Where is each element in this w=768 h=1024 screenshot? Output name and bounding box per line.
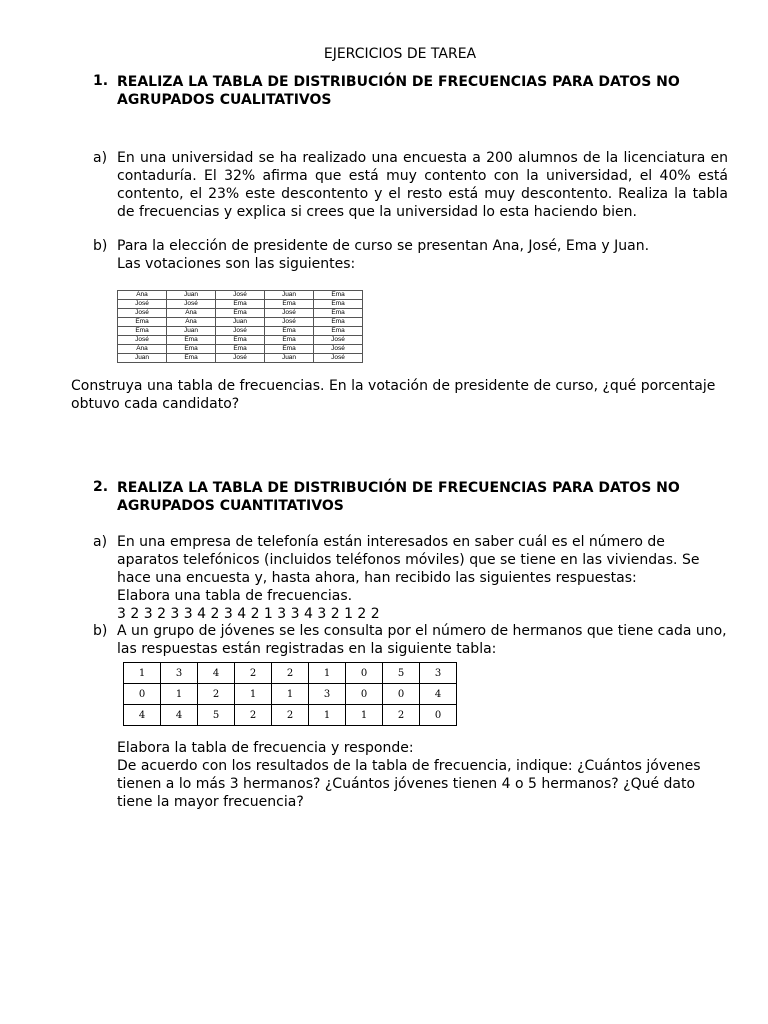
- section2-number: 2.: [93, 479, 109, 495]
- table-cell: Ema: [265, 336, 314, 345]
- table-cell: 1: [346, 705, 383, 726]
- table-row: [124, 705, 457, 726]
- table-cell: 3: [161, 663, 198, 684]
- table-cell: José: [118, 300, 167, 309]
- table-cell: Ema: [216, 336, 265, 345]
- table-cell: 4: [124, 705, 161, 726]
- item-2a-text: En una empresa de telefonía están interesados en saber cuál es el número de aparatos telefónicos (incluidos teléfonos móviles) que se tiene en las viviendas. Se hace una encuesta y, hasta ahora, han recibido las siguientes respuestas:: [117, 534, 700, 586]
- item-2b-block: [117, 739, 727, 811]
- table-cell: José: [314, 345, 363, 354]
- table-cell: Ema: [314, 291, 363, 300]
- table-cell: 2: [235, 705, 272, 726]
- table-cell: Juan: [216, 318, 265, 327]
- table-cell: 0: [420, 705, 457, 726]
- item-2a-data: 3 2 3 2 3 3 4 2 3 4 2 1 3 3 4 3 2 1 2 2: [117, 606, 380, 622]
- table-row: [118, 327, 363, 336]
- item-2b-text: A un grupo de jóvenes se les consulta por el número de hermanos que tiene cada uno, las respuestas están registradas en la siguiente tabla:: [117, 623, 727, 657]
- table-cell: 2: [272, 663, 309, 684]
- item-1b-label: b): [93, 238, 108, 254]
- item-1a-text: En una universidad se ha realizado una encuesta a 200 alumnos de la licenciatura en contaduría. El 32% afirma que está muy contento con la universidad, el 40% está contento, el 23% este descontento y el resto está muy descontento. Realiza la tabla de frecuencias y explica si crees que la universidad lo esta haciendo bien.: [117, 150, 728, 220]
- table-cell: Ema: [314, 309, 363, 318]
- table-cell: 4: [420, 684, 457, 705]
- document-title: EJERCICIOS DE TAREA: [323, 46, 477, 62]
- table-cell: José: [314, 336, 363, 345]
- table-cell: Juan: [265, 291, 314, 300]
- table-cell: José: [216, 354, 265, 363]
- table-row: [118, 300, 363, 309]
- item-2a-instruction: Elabora una tabla de frecuencias.: [117, 588, 353, 604]
- table-cell: 1: [161, 684, 198, 705]
- table-cell: Ema: [167, 336, 216, 345]
- table-cell: Ema: [314, 318, 363, 327]
- section1-heading: [117, 73, 737, 109]
- table-cell: Ana: [118, 345, 167, 354]
- table-cell: 3: [420, 663, 457, 684]
- table-cell: Juan: [167, 291, 216, 300]
- table-cell: 3: [309, 684, 346, 705]
- section2-heading-line1: REALIZA LA TABLA DE DISTRIBUCIÓN DE FRECUENCIAS PARA DATOS NO: [117, 480, 680, 496]
- table-cell: 1: [309, 663, 346, 684]
- table-cell: Ema: [216, 309, 265, 318]
- table-cell: 2: [198, 684, 235, 705]
- table-row: [124, 663, 457, 684]
- table-row: [118, 291, 363, 300]
- table-cell: José: [216, 327, 265, 336]
- table-cell: Ema: [167, 354, 216, 363]
- table-cell: Juan: [118, 354, 167, 363]
- table-cell: 2: [235, 663, 272, 684]
- table-cell: 4: [198, 663, 235, 684]
- table-row: [118, 345, 363, 354]
- item-2b-questions: De acuerdo con los resultados de la tabla de frecuencia, indique: ¿Cuántos jóvenes tienen a lo más 3 hermanos? ¿Cuántos jóvenes tienen 4 o 5 hermanos? ¿Qué dato tiene la mayor frecuencia?: [117, 758, 701, 810]
- section1-heading-line1: REALIZA LA TABLA DE DISTRIBUCIÓN DE FRECUENCIAS PARA DATOS NO: [117, 74, 680, 90]
- table-row: [124, 684, 457, 705]
- table-cell: Ana: [118, 291, 167, 300]
- table-row: [118, 336, 363, 345]
- table-cell: Ema: [265, 345, 314, 354]
- table-cell: José: [216, 291, 265, 300]
- table-cell: Ema: [314, 300, 363, 309]
- table-cell: Juan: [265, 354, 314, 363]
- table-row: [118, 309, 363, 318]
- table-cell: 0: [383, 684, 420, 705]
- table-cell: 0: [346, 684, 383, 705]
- item-1b-text: Para la elección de presidente de curso se presentan Ana, José, Ema y Juan. Las votaciones son las siguientes:: [117, 238, 650, 272]
- table-cell: 5: [198, 705, 235, 726]
- table-cell: José: [265, 309, 314, 318]
- table-cell: 4: [161, 705, 198, 726]
- item-2b-instruction: Elabora la tabla de frecuencia y responde:: [117, 740, 414, 756]
- table-cell: Ema: [216, 300, 265, 309]
- section1-number: 1.: [93, 73, 109, 89]
- section2-heading: [117, 479, 737, 515]
- table-cell: 1: [309, 705, 346, 726]
- table-cell: Ema: [265, 327, 314, 336]
- table-cell: Ema: [118, 327, 167, 336]
- section1-heading-line2: AGRUPADOS CUALITATIVOS: [117, 92, 332, 108]
- table-cell: 0: [124, 684, 161, 705]
- table-cell: 0: [346, 663, 383, 684]
- votes-table: [117, 290, 363, 363]
- table-cell: Ema: [167, 345, 216, 354]
- siblings-table: [123, 662, 457, 726]
- table-cell: José: [118, 309, 167, 318]
- table-cell: Juan: [167, 327, 216, 336]
- table-cell: Ema: [216, 345, 265, 354]
- table-cell: José: [167, 300, 216, 309]
- table-cell: José: [265, 318, 314, 327]
- table-row: [118, 354, 363, 363]
- table-cell: 2: [383, 705, 420, 726]
- table-cell: 5: [383, 663, 420, 684]
- table-cell: Ana: [167, 318, 216, 327]
- table-cell: 1: [124, 663, 161, 684]
- table-cell: 1: [272, 684, 309, 705]
- table-cell: Ana: [167, 309, 216, 318]
- section1-closing-text: Construya una tabla de frecuencias. En la votación de presidente de curso, ¿qué porcentaje obtuvo cada candidato?: [71, 378, 716, 412]
- table-cell: Ema: [118, 318, 167, 327]
- table-row: [118, 318, 363, 327]
- table-cell: Ema: [314, 327, 363, 336]
- item-1a-label: a): [93, 150, 108, 166]
- table-cell: José: [118, 336, 167, 345]
- item-2a-label: a): [93, 534, 108, 550]
- item-2a-block: [117, 533, 727, 623]
- table-cell: José: [314, 354, 363, 363]
- item-2b-label: b): [93, 623, 108, 639]
- table-cell: 1: [235, 684, 272, 705]
- section2-heading-line2: AGRUPADOS CUANTITATIVOS: [117, 498, 344, 514]
- table-cell: Ema: [265, 300, 314, 309]
- table-cell: 2: [272, 705, 309, 726]
